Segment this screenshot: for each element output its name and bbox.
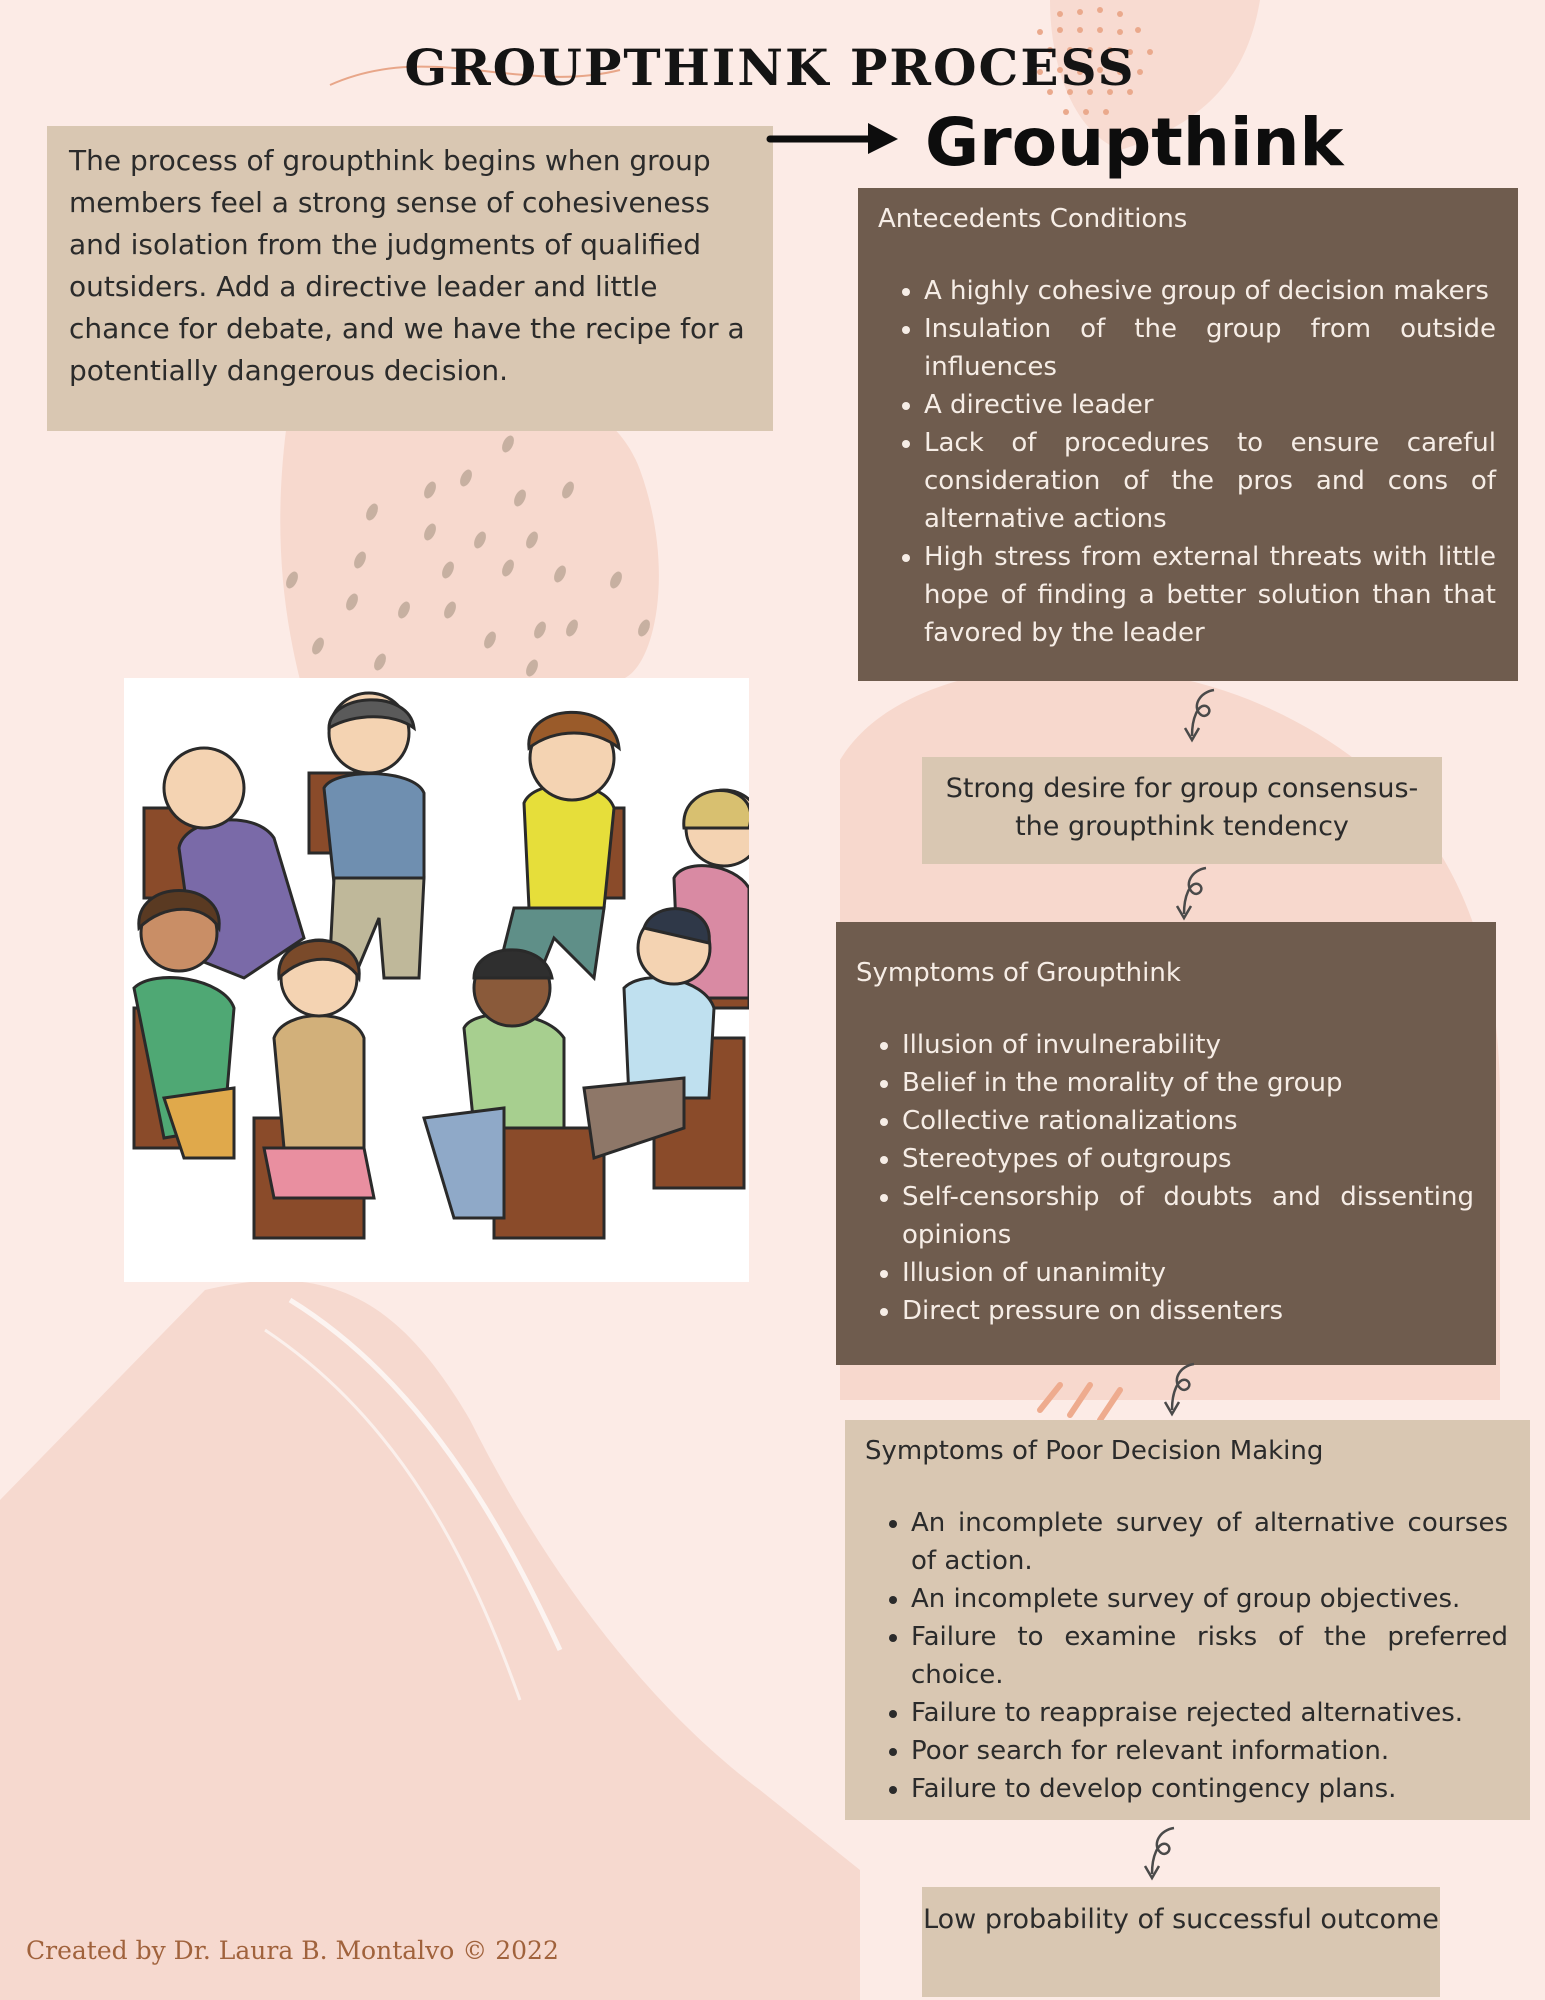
list-item: • Self-censorship of doubts and dissenting opinions <box>902 1178 1474 1254</box>
list-item: • Stereotypes of outgroups <box>902 1140 1474 1178</box>
list-item: • Illusion of unanimity <box>902 1254 1474 1292</box>
symptoms-box <box>836 922 1496 1365</box>
list-item: • Belief in the morality of the group <box>902 1064 1474 1102</box>
poor-decision-box <box>845 1420 1530 1820</box>
groupthink-tendency-box: Strong desire for group consensus- the groupthink tendency <box>922 757 1442 864</box>
page-title: GROUPTHINK PROCESS <box>404 38 1136 97</box>
list-item: • A highly cohesive group of decision makers <box>924 272 1496 310</box>
list-item: • An incomplete survey of group objectives. <box>911 1580 1508 1618</box>
list-item: • High stress from external threats with little hope of finding a better solution than that favored by the leader <box>924 538 1496 652</box>
list-item: • Failure to develop contingency plans. <box>911 1770 1508 1808</box>
list-item: • Illusion of invulnerability <box>902 1026 1474 1064</box>
group-meeting-illustration <box>124 678 749 1282</box>
curly-down-arrow-icon <box>1150 1358 1210 1420</box>
curly-down-arrow-icon <box>1130 1822 1190 1884</box>
symptoms-list <box>856 1026 1474 1330</box>
right-arrow-icon <box>766 118 902 158</box>
list-item: • Failure to examine risks of the preferred choice. <box>911 1618 1508 1694</box>
poor-decision-list <box>865 1504 1508 1808</box>
symptoms-heading: Symptoms of Groupthink <box>856 958 1181 988</box>
antecedents-list <box>878 272 1496 652</box>
curly-down-arrow-icon <box>1170 684 1230 746</box>
list-item: • A directive leader <box>924 386 1496 424</box>
list-item: • Direct pressure on dissenters <box>902 1292 1474 1330</box>
antecedents-heading: Antecedents Conditions <box>878 204 1188 234</box>
groupthink-heading: Groupthink <box>925 104 1344 181</box>
antecedents-box <box>858 188 1518 681</box>
list-item: • Collective rationalizations <box>902 1102 1474 1140</box>
credit-text: Created by Dr. Laura B. Montalvo © 2022 <box>26 1936 559 1965</box>
list-item: • An incomplete survey of alternative courses of action. <box>911 1504 1508 1580</box>
outcome-box: Low probability of successful outcome <box>922 1887 1440 1997</box>
list-item: • Insulation of the group from outside influences <box>924 310 1496 386</box>
list-item: • Lack of procedures to ensure careful consideration of the pros and cons of alternative actions <box>924 424 1496 538</box>
list-item: • Poor search for relevant information. <box>911 1732 1508 1770</box>
curly-down-arrow-icon <box>1162 862 1222 924</box>
intro-text: The process of groupthink begins when group members feel a strong sense of cohesiveness and isolation from the judgments of qualified outsiders. Add a directive leader and little chance for debate, and we have the recipe for a potentially dangerous decision. <box>47 126 773 431</box>
list-item: • Failure to reappraise rejected alternatives. <box>911 1694 1508 1732</box>
poor-decision-heading: Symptoms of Poor Decision Making <box>865 1436 1324 1466</box>
